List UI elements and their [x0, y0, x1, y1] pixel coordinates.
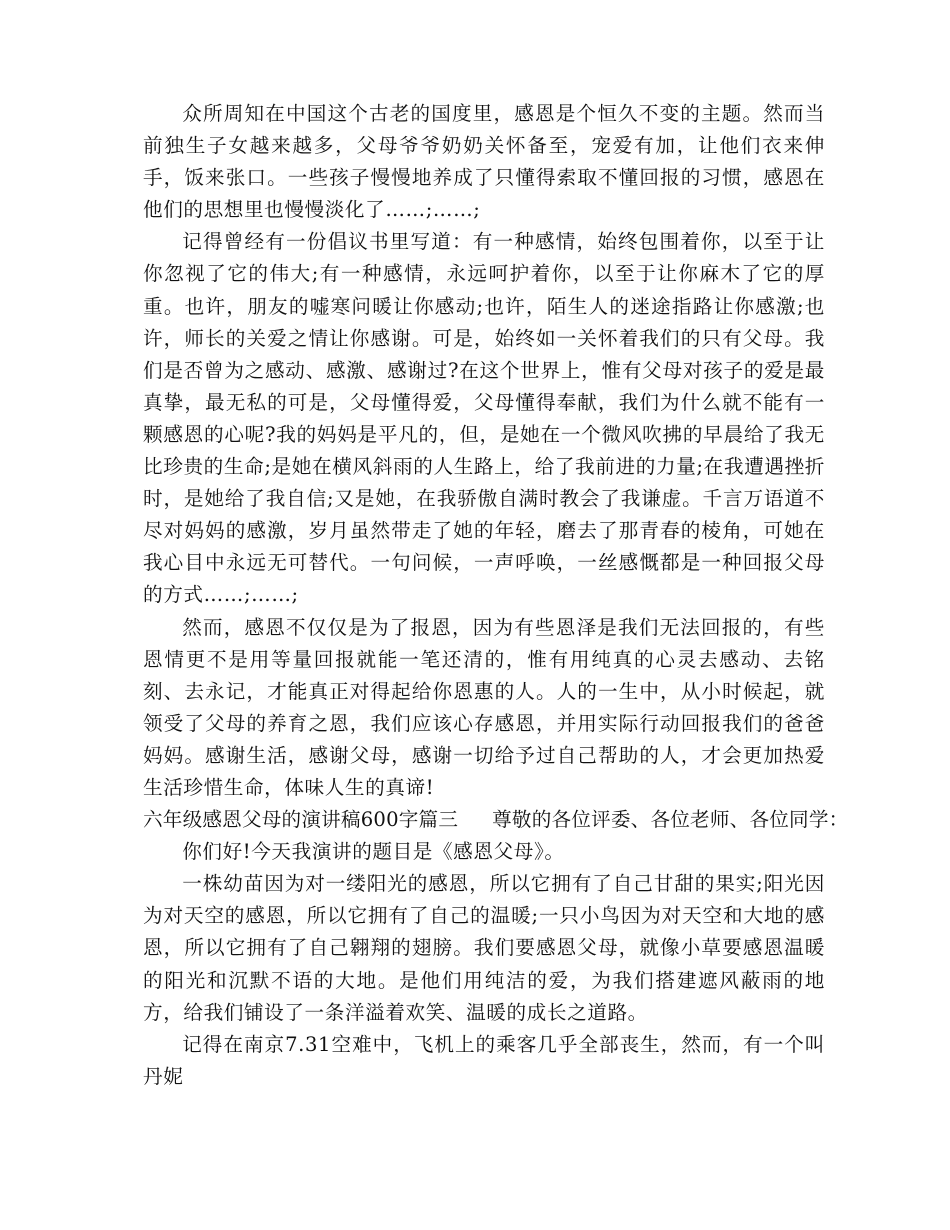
- section-heading-line: [143, 804, 849, 836]
- paragraph-gratitude: 然而，感恩不仅仅是为了报恩，因为有些恩泽是我们无法回报的，有些恩情更不是用等量回报就能一笔还清的，惟有用纯真的心灵去感动、去铭刻、去永记，才能真正对得起给你恩惠的人。人的一生中，从小时候起，就领受了父母的养育之恩，我们应该心存感恩，并用实际行动回报我们的爸爸妈妈。感谢生活，感谢父母，感谢一切给予过自己帮助的人，才会更加热爱生活珍惜生命，体味人生的真谛!: [143, 615, 825, 799]
- section-title: 六年级感恩父母的演讲稿600字篇三: [143, 808, 459, 832]
- paragraph-intro: 众所周知在中国这个古老的国度里，感恩是个恒久不变的主题。然而当前独生子女越来越多，父母爷爷奶奶关怀备至，宠爱有加，让他们衣来伸手，饭来张口。一些孩子慢慢地养成了只懂得索取不懂回报的习惯，感恩在他们的思想里也慢慢淡化了……;……;: [143, 102, 825, 222]
- paragraph-seedling: 一株幼苗因为对一缕阳光的感恩，所以它拥有了自己甘甜的果实;阳光因为对天空的感恩，所以它拥有了自己的温暖;一只小鸟因为对天空和大地的感恩，所以它拥有了自己翱翔的翅膀。我们要感恩父母，就像小草要感恩温暖的阳光和沉默不语的大地。是他们用纯洁的爱，为我们搭建遮风蔽雨的地方，给我们铺设了一条洋溢着欢笑、温暖的成长之道路。: [143, 872, 825, 1024]
- paragraph-nanjing: 记得在南京7.31空难中，飞机上的乘客几乎全部丧生，然而，有一个叫丹妮: [143, 1032, 825, 1088]
- paragraph-proposal: 记得曾经有一份倡议书里写道：有一种感情，始终包围着你，以至于让你忽视了它的伟大;有一种感情，永远呵护着你，以至于让你麻木了它的厚重。也许，朋友的嘘寒问暖让你感动;也许，陌生人的迷途指路让你感激;也许，师长的关爱之情让你感谢。可是，始终如一关怀着我们的只有父母。我们是否曾为之感动、感激、感谢过?在这个世界上，惟有父母对孩子的爱是最真挚，最无私的可是，父母懂得爱，父母懂得奉献，我们为什么就不能有一颗感恩的心呢?我的妈妈是平凡的，但，是她在一个微风吹拂的早晨给了我无比珍贵的生命;是她在横风斜雨的人生路上，给了我前进的力量;在我遭遇挫折时，是她给了我自信;又是她，在我骄傲自满时教会了我谦虚。千言万语道不尽对妈妈的感激，岁月虽然带走了她的年轻，磨去了那青春的棱角，可她在我心目中永远无可替代。一句问候，一声呼唤，一丝感慨都是一种回报父母的方式……;……;: [143, 230, 825, 607]
- salutation: 尊敬的各位评委、各位老师、各位同学：: [492, 808, 849, 832]
- paragraph-greeting: 你们好!今天我演讲的题目是《感恩父母》。: [182, 840, 565, 864]
- document-page: [143, 98, 849, 1093]
